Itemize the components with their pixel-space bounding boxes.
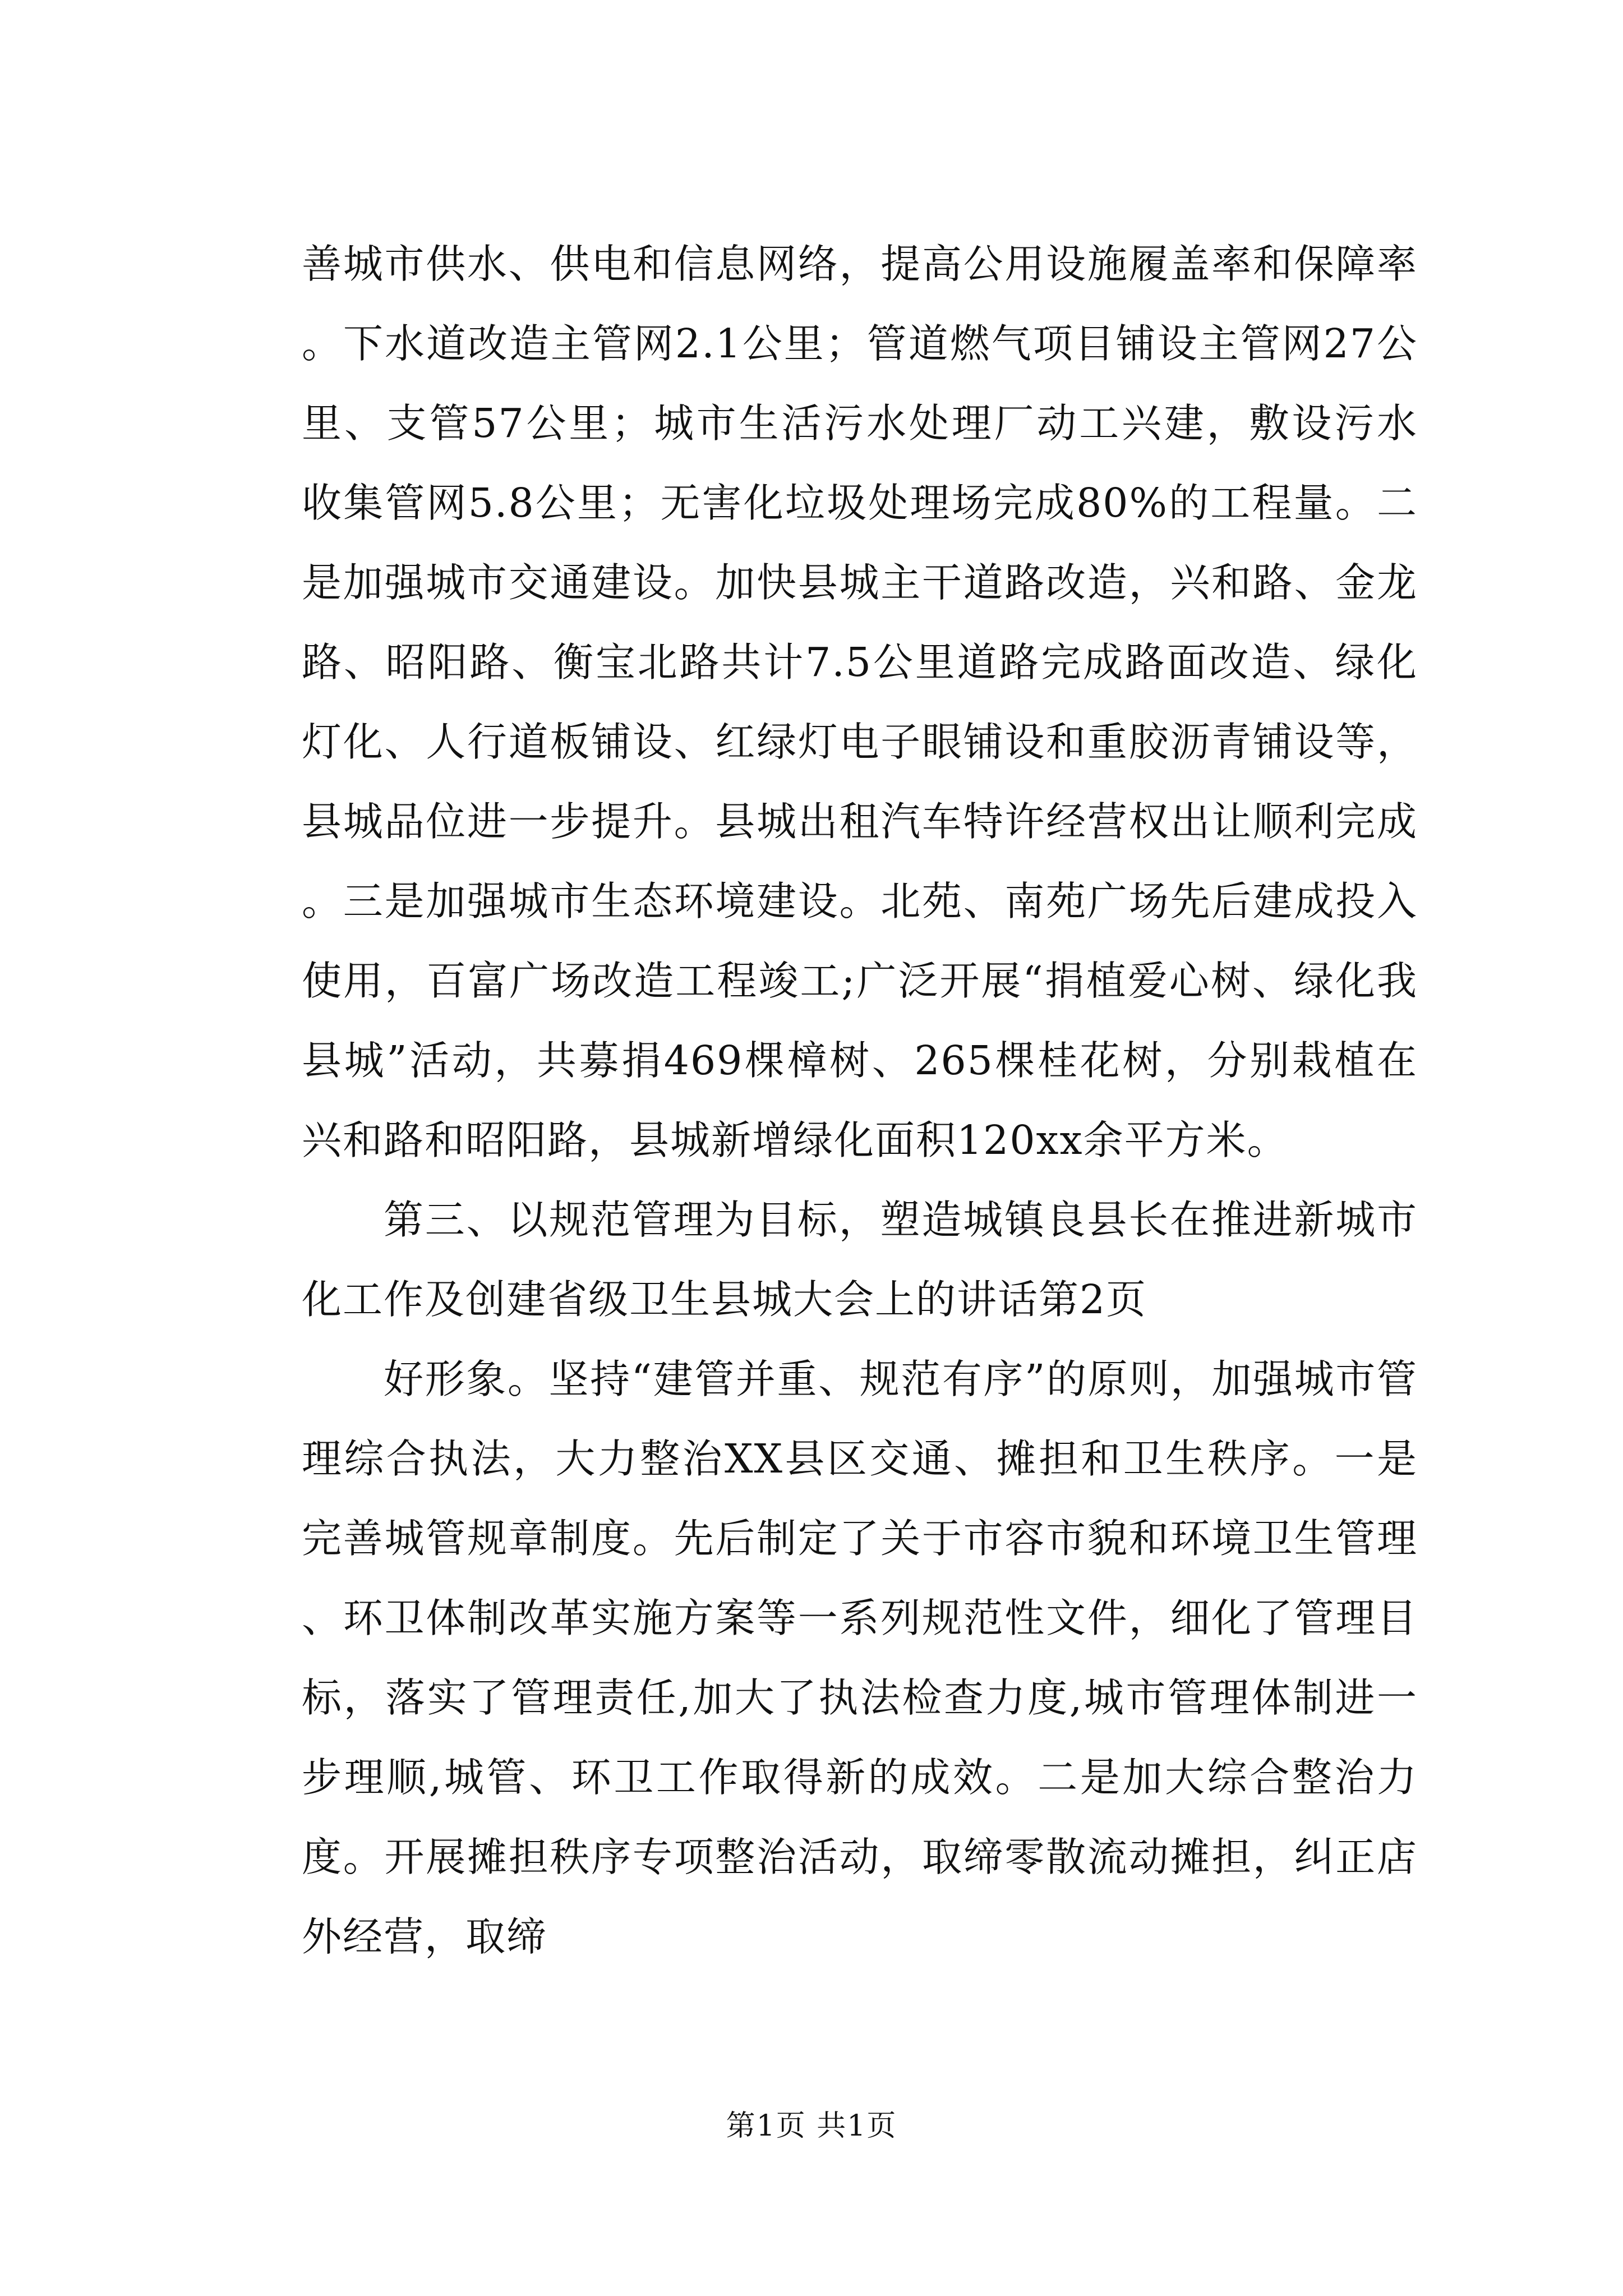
paragraph-section-three-heading: 第三、以规范管理为目标，塑造城镇良县长在推进新城市化工作及创建省级卫生县城大会上的讲话第2页 [302, 1197, 1418, 1323]
page-footer: 第1页 共1页 [726, 2109, 897, 2143]
paragraph-infrastructure: 善城市供水、供电和信息网络，提高公用设施履盖率和保障率。下水道改造主管网2.1公里；管道燃气项目铺设主管网27公里、支管57公里；城市生活污水处理厂动工兴建，敷设污水收集管网5.8公里；无害化垃圾处理场完成80%的工程量。二是加强城市交通建设。加快县城主干道路改造，兴和路、金龙路、昭阳路、衡宝北路共计7.5公里道路完成路面改造、绿化灯化、人行道板铺设、红绿灯电子眼铺设和重胶沥青铺设等，县城品位进一步提升。县城出租汽车特许经营权出让顺利完成。三是加强城市生态环境建设。北苑、南苑广场先后建成投入使用，百富广场改造工程竣工;广泛开展“捐植爱心树、绿化我县城”活动，共募捐469棵樟树、265棵桂花树，分别栽植在兴和路和昭阳路，县城新增绿化面积120xx余平方米。 [302, 241, 1418, 1163]
paragraph-city-management: 好形象。坚持“建管并重、规范有序”的原则，加强城市管理综合执法，大力整治XX县区交通、摊担和卫生秩序。一是完善城管规章制度。先后制定了关于市容市貌和环境卫生管理、环卫体制改革实施方案等一系列规范性文件，细化了管理目标，落实了管理责任,加大了执法检查力度,城市管理体制进一步理顺,城管、环卫工作取得新的成效。二是加大综合整治力度。开展摊担秩序专项整治活动，取缔零散流动摊担，纠正店外经营，取缔 [302, 1356, 1418, 1960]
document-body [302, 224, 1418, 1977]
